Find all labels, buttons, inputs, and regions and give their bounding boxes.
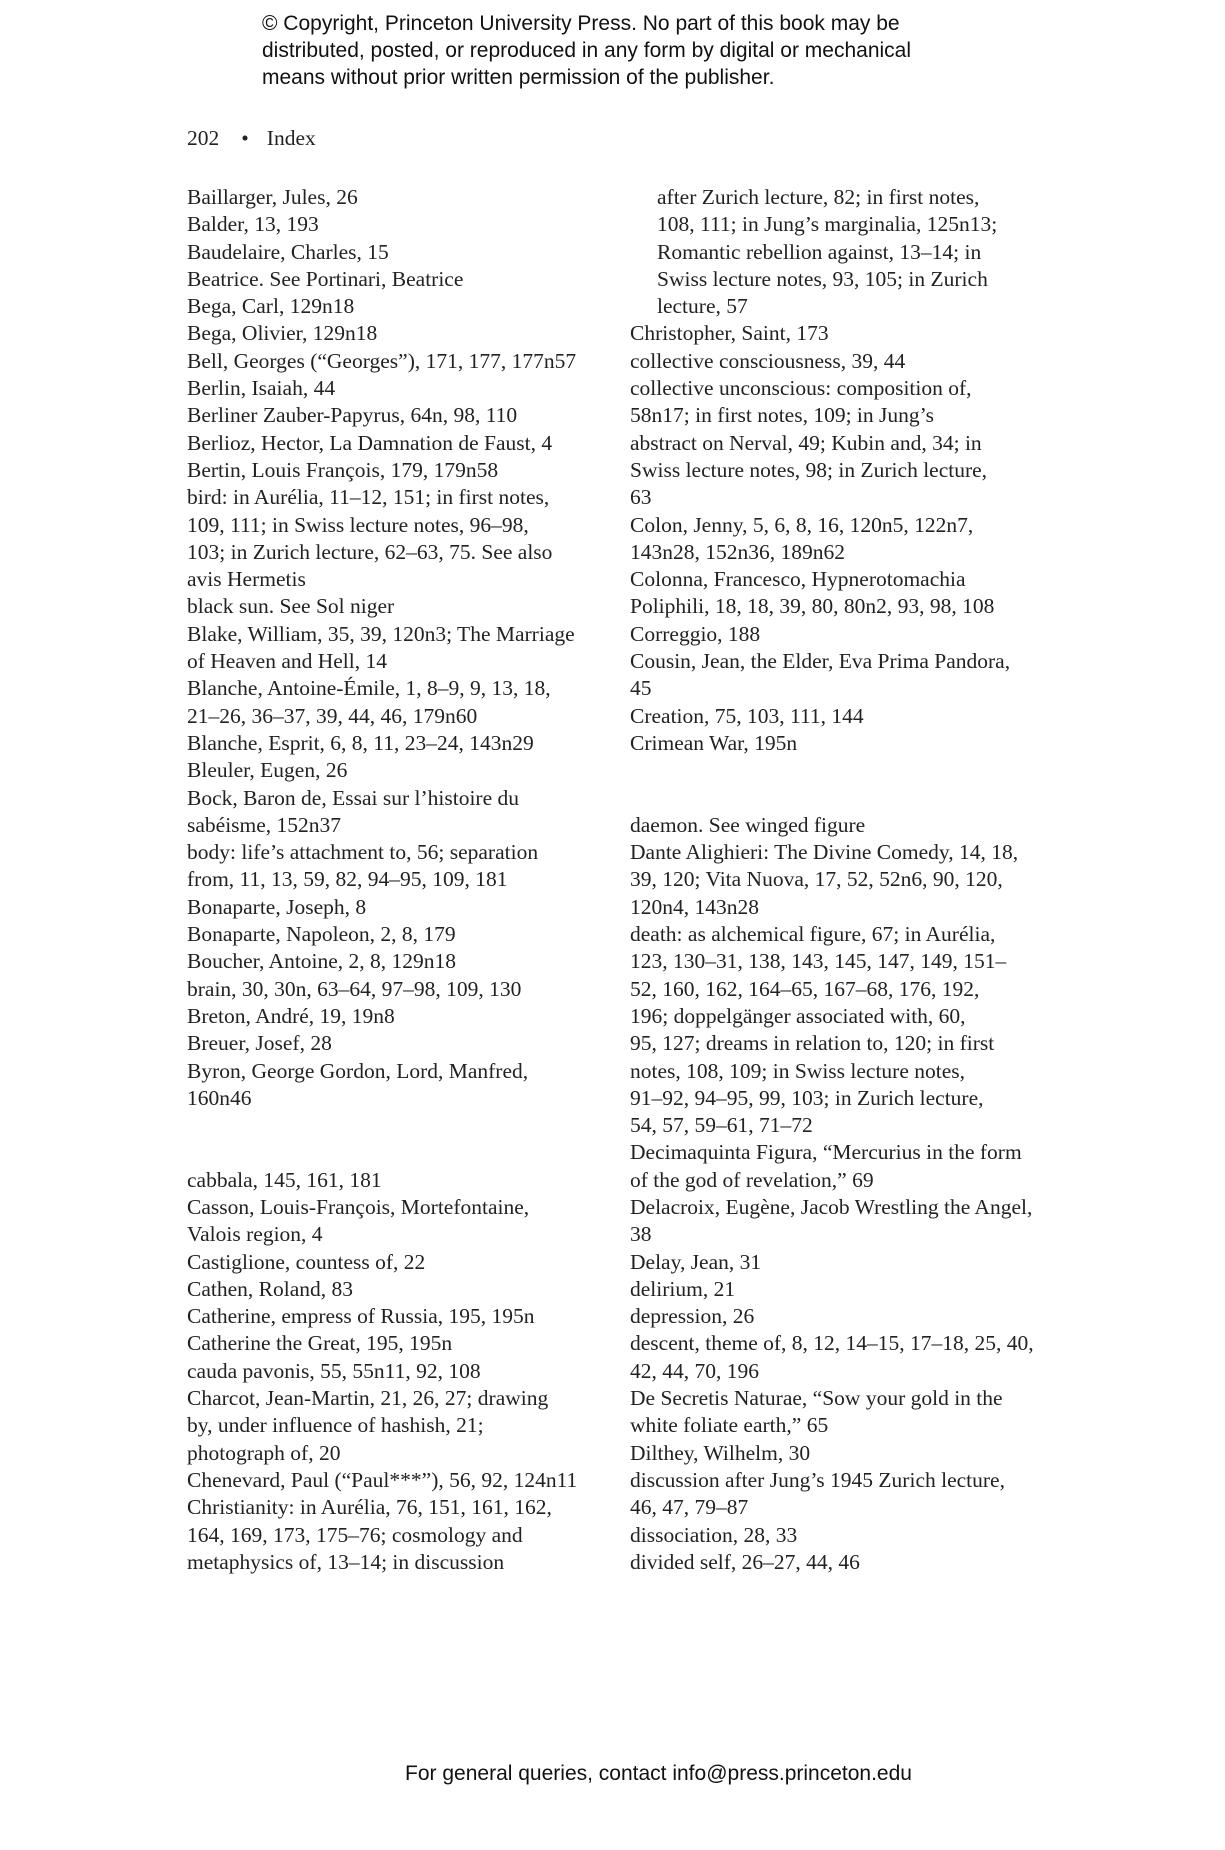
index-entry	[630, 320, 1050, 347]
page-number: 202	[187, 126, 220, 150]
index-entry	[187, 593, 607, 620]
index-entry	[187, 457, 607, 484]
entry-line: brain, 30, 30n, 63–64, 97–98, 109, 130	[187, 976, 522, 1001]
index-entry	[630, 1467, 1050, 1522]
entry-line: from, 11, 13, 59, 82, 94–95, 109, 181	[187, 867, 508, 892]
entry-line: 58n17; in first notes, 109; in Jung’s	[630, 403, 934, 428]
index-entry	[630, 512, 1050, 567]
entry-line: 54, 57, 59–61, 71–72	[630, 1113, 813, 1138]
entry-line: Cathen, Roland, 83	[187, 1276, 354, 1301]
entry-line: Decimaquinta Figura, “Mercurius in the form	[630, 1140, 1022, 1165]
copyright-line: means without prior written permission of the publisher.	[262, 66, 775, 89]
entry-line: Poliphili, 18, 18, 39, 80, 80n2, 93, 98, 108	[630, 594, 995, 619]
index-entry	[187, 484, 607, 593]
index-entry	[187, 211, 607, 238]
entry-line: Dante Alighieri: The Divine Comedy, 14, 18,	[630, 840, 1019, 865]
entry-line: avis Hermetis	[187, 567, 306, 592]
entry-line: of Heaven and Hell, 14	[187, 649, 387, 674]
entry-line: Delay, Jean, 31	[630, 1249, 762, 1274]
entry-line: 91–92, 94–95, 99, 103; in Zurich lecture,	[630, 1085, 984, 1110]
entry-line: black sun. See Sol niger	[187, 594, 395, 619]
index-entry	[630, 1549, 1050, 1576]
entry-line: Creation, 75, 103, 111, 144	[630, 703, 864, 728]
running-head	[187, 124, 316, 152]
entry-line: 39, 120; Vita Nuova, 17, 52, 52n6, 90, 120,	[630, 867, 1003, 892]
entry-line: 103; in Zurich lecture, 62–63, 75. See also	[187, 539, 553, 564]
entry-line: Baillarger, Jules, 26	[187, 185, 358, 209]
entry-line: Catherine, empress of Russia, 195, 195n	[187, 1304, 535, 1329]
entry-line: 45	[630, 676, 652, 701]
entry-line: 164, 169, 173, 175–76; cosmology and	[187, 1522, 523, 1547]
index-entry	[187, 675, 607, 730]
entry-line: notes, 108, 109; in Swiss lecture notes,	[630, 1058, 966, 1083]
index-entry	[187, 894, 607, 921]
entry-line: 21–26, 36–37, 39, 44, 46, 179n60	[187, 703, 478, 728]
entry-line: Berlin, Isaiah, 44	[187, 376, 336, 401]
entry-line: 160n46	[187, 1085, 252, 1110]
index-entry	[187, 1276, 607, 1303]
entry-line: collective unconscious: composition of,	[630, 376, 972, 401]
entry-line: Blanche, Antoine-Émile, 1, 8–9, 9, 13, 18,	[187, 676, 551, 701]
entry-line: Bega, Carl, 129n18	[187, 294, 355, 319]
entry-line: Catherine the Great, 195, 195n	[187, 1331, 453, 1356]
entry-line: abstract on Nerval, 49; Kubin and, 34; in	[630, 430, 982, 455]
index-entry	[187, 1467, 607, 1494]
entry-line: Valois region, 4	[187, 1222, 323, 1247]
index-entry	[630, 1303, 1050, 1330]
index-entry	[187, 948, 607, 975]
index-entry	[187, 1030, 607, 1057]
index-entry	[187, 1385, 607, 1467]
entry-line: delirium, 21	[630, 1276, 736, 1301]
entry-line: body: life’s attachment to, 56; separation	[187, 840, 539, 865]
index-entry	[187, 184, 607, 211]
entry-line: 52, 160, 162, 164–65, 167–68, 176, 192,	[630, 976, 980, 1001]
entry-line: descent, theme of, 8, 12, 14–15, 17–18, 25, 40,	[630, 1331, 1034, 1356]
entry-line: cabbala, 145, 161, 181	[187, 1167, 382, 1192]
entry-line: after Zurich lecture, 82; in first notes,	[657, 185, 980, 209]
index-entry	[187, 1058, 607, 1113]
entry-line: metaphysics of, 13–14; in discussion	[187, 1549, 505, 1574]
index-entry	[630, 1522, 1050, 1549]
entry-line: dissociation, 28, 33	[630, 1522, 798, 1547]
index-entry	[187, 757, 607, 784]
index-entry	[630, 348, 1050, 375]
index-entry	[630, 1385, 1050, 1440]
index-entry	[630, 730, 1050, 757]
index-entry	[187, 430, 607, 457]
index-entry	[187, 785, 607, 840]
entry-line: Berliner Zauber-Papyrus, 64n, 98, 110	[187, 403, 518, 428]
entry-line: Baudelaire, Charles, 15	[187, 239, 389, 264]
index-entry	[187, 239, 607, 266]
entry-line: collective consciousness, 39, 44	[630, 348, 906, 373]
index-entries-right	[630, 320, 1050, 1576]
entry-line: 38	[630, 1222, 652, 1247]
entry-line: bird: in Aurélia, 11–12, 151; in first notes,	[187, 485, 550, 510]
entry-line: Bell, Georges (“Georges”), 171, 177, 177n57	[187, 348, 577, 373]
entry-line: Bega, Olivier, 129n18	[187, 321, 378, 346]
bullet-separator: •	[241, 126, 249, 150]
entry-line: Correggio, 188	[630, 621, 761, 646]
copyright-notice	[262, 10, 1022, 91]
index-entry	[187, 320, 607, 347]
index-entry	[187, 1167, 607, 1194]
entry-line: Bleuler, Eugen, 26	[187, 758, 348, 783]
index-entry	[187, 266, 607, 293]
entry-line: divided self, 26–27, 44, 46	[630, 1549, 860, 1574]
entry-line: daemon. See winged figure	[630, 812, 866, 837]
entry-line: sabéisme, 152n37	[187, 812, 342, 837]
entry-line: Blanche, Esprit, 6, 8, 11, 23–24, 143n29	[187, 730, 534, 755]
entry-line: death: as alchemical figure, 67; in Aurélia,	[630, 922, 996, 947]
index-entry	[187, 1358, 607, 1385]
entry-line: 63	[630, 485, 652, 510]
footer	[0, 1762, 1225, 1786]
index-entry	[630, 566, 1050, 621]
entry-line: 123, 130–31, 138, 143, 145, 147, 149, 151–	[630, 949, 1007, 974]
entry-line: Breton, André, 19, 19n8	[187, 1003, 395, 1028]
entry-line: Chenevard, Paul (“Paul***”), 56, 92, 124n11	[187, 1467, 578, 1492]
index-entry	[187, 1249, 607, 1276]
letter-section-gap	[187, 1112, 607, 1167]
index-entry	[630, 648, 1050, 703]
index-entry	[630, 621, 1050, 648]
entry-line: Dilthey, Wilhelm, 30	[630, 1440, 811, 1465]
index-entry	[630, 921, 1050, 1139]
entry-line: 120n4, 143n28	[630, 894, 759, 919]
index-column-left	[187, 184, 607, 1576]
index-entry	[187, 1003, 607, 1030]
index-entry	[187, 921, 607, 948]
entry-line: Boucher, Antoine, 2, 8, 129n18	[187, 949, 457, 974]
entry-line: Bonaparte, Napoleon, 2, 8, 179	[187, 922, 456, 947]
entry-line: 196; doppelgänger associated with, 60,	[630, 1003, 966, 1028]
entry-line: photograph of, 20	[187, 1440, 341, 1465]
index-entry	[187, 730, 607, 757]
entry-line: 143n28, 152n36, 189n62	[630, 539, 845, 564]
entry-line: of the god of revelation,” 69	[630, 1167, 874, 1192]
entry-line: 46, 47, 79–87	[630, 1495, 749, 1520]
entry-line: Delacroix, Eugène, Jacob Wrestling the Angel,	[630, 1194, 1033, 1219]
index-entry	[187, 1194, 607, 1249]
copyright-line: distributed, posted, or reproduced in any form by digital or mechanical	[262, 39, 912, 62]
copyright-line: © Copyright, Princeton University Press. No part of this book may be	[262, 12, 900, 35]
continued-entry	[630, 184, 1050, 320]
entry-line: Bock, Baron de, Essai sur l’histoire du	[187, 785, 520, 810]
entry-line: Breuer, Josef, 28	[187, 1031, 332, 1056]
index-entry	[187, 1494, 607, 1576]
index-entry	[187, 839, 607, 894]
index-entry	[630, 375, 1050, 511]
entry-line: Romantic rebellion against, 13–14; in	[657, 239, 982, 264]
index-entry	[630, 1330, 1050, 1385]
index-entry	[187, 293, 607, 320]
entry-line: white foliate earth,” 65	[630, 1413, 829, 1438]
section-title: Index	[266, 126, 316, 150]
entry-line: cauda pavonis, 55, 55n11, 92, 108	[187, 1358, 481, 1383]
entry-line: Swiss lecture notes, 93, 105; in Zurich	[657, 266, 988, 291]
entry-line: Balder, 13, 193	[187, 212, 319, 237]
index-column-right	[630, 184, 1050, 1576]
index-entry	[630, 1249, 1050, 1276]
index-entry	[187, 348, 607, 375]
index-entry	[630, 1276, 1050, 1303]
entry-line: Blake, William, 35, 39, 120n3; The Marriage	[187, 621, 575, 646]
entry-line: Bertin, Louis François, 179, 179n58	[187, 457, 499, 482]
entry-line: Cousin, Jean, the Elder, Eva Prima Pandora,	[630, 649, 1011, 674]
entry-line: depression, 26	[630, 1304, 755, 1329]
index-entry	[630, 1440, 1050, 1467]
entry-line: Colonna, Francesco, Hypnerotomachia	[630, 567, 966, 592]
entry-line: Crimean War, 195n	[630, 730, 798, 755]
footer-text: For general queries, contact info@press.princeton.edu	[405, 1762, 912, 1785]
entry-line: De Secretis Naturae, “Sow your gold in the	[630, 1386, 1003, 1411]
entry-line: Bonaparte, Joseph, 8	[187, 894, 367, 919]
entry-line: Swiss lecture notes, 98; in Zurich lecture,	[630, 457, 988, 482]
entry-line: 109, 111; in Swiss lecture notes, 96–98,	[187, 512, 529, 537]
entry-line: Charcot, Jean-Martin, 21, 26, 27; drawing	[187, 1386, 549, 1411]
entry-line: Byron, George Gordon, Lord, Manfred,	[187, 1058, 529, 1083]
index-entry	[187, 976, 607, 1003]
letter-section-gap	[630, 757, 1050, 812]
entry-line: lecture, 57	[657, 294, 748, 319]
index-entry	[187, 1330, 607, 1357]
entry-line: 42, 44, 70, 196	[630, 1358, 759, 1383]
entry-line: 108, 111; in Jung’s marginalia, 125n13;	[657, 212, 998, 237]
index-entry	[187, 402, 607, 429]
entry-line: Christianity: in Aurélia, 76, 151, 161, 162,	[187, 1495, 552, 1520]
entry-line: discussion after Jung’s 1945 Zurich lecture,	[630, 1467, 1005, 1492]
entry-line: Castiglione, countess of, 22	[187, 1249, 426, 1274]
index-entry	[187, 375, 607, 402]
entry-line: Berlioz, Hector, La Damnation de Faust, 4	[187, 430, 553, 455]
index-entry	[630, 703, 1050, 730]
index-entry	[187, 621, 607, 676]
index-entry	[630, 839, 1050, 921]
index-entry	[187, 1303, 607, 1330]
entry-line: 95, 127; dreams in relation to, 120; in first	[630, 1031, 995, 1056]
index-entry	[630, 1194, 1050, 1249]
entry-line: Christopher, Saint, 173	[630, 321, 829, 346]
index-entry	[630, 812, 1050, 839]
entry-line: by, under influence of hashish, 21;	[187, 1413, 484, 1438]
index-entry	[630, 1139, 1050, 1194]
entry-line: Casson, Louis-François, Mortefontaine,	[187, 1194, 530, 1219]
entry-line: Colon, Jenny, 5, 6, 8, 16, 120n5, 122n7,	[630, 512, 974, 537]
entry-line: Beatrice. See Portinari, Beatrice	[187, 266, 464, 291]
